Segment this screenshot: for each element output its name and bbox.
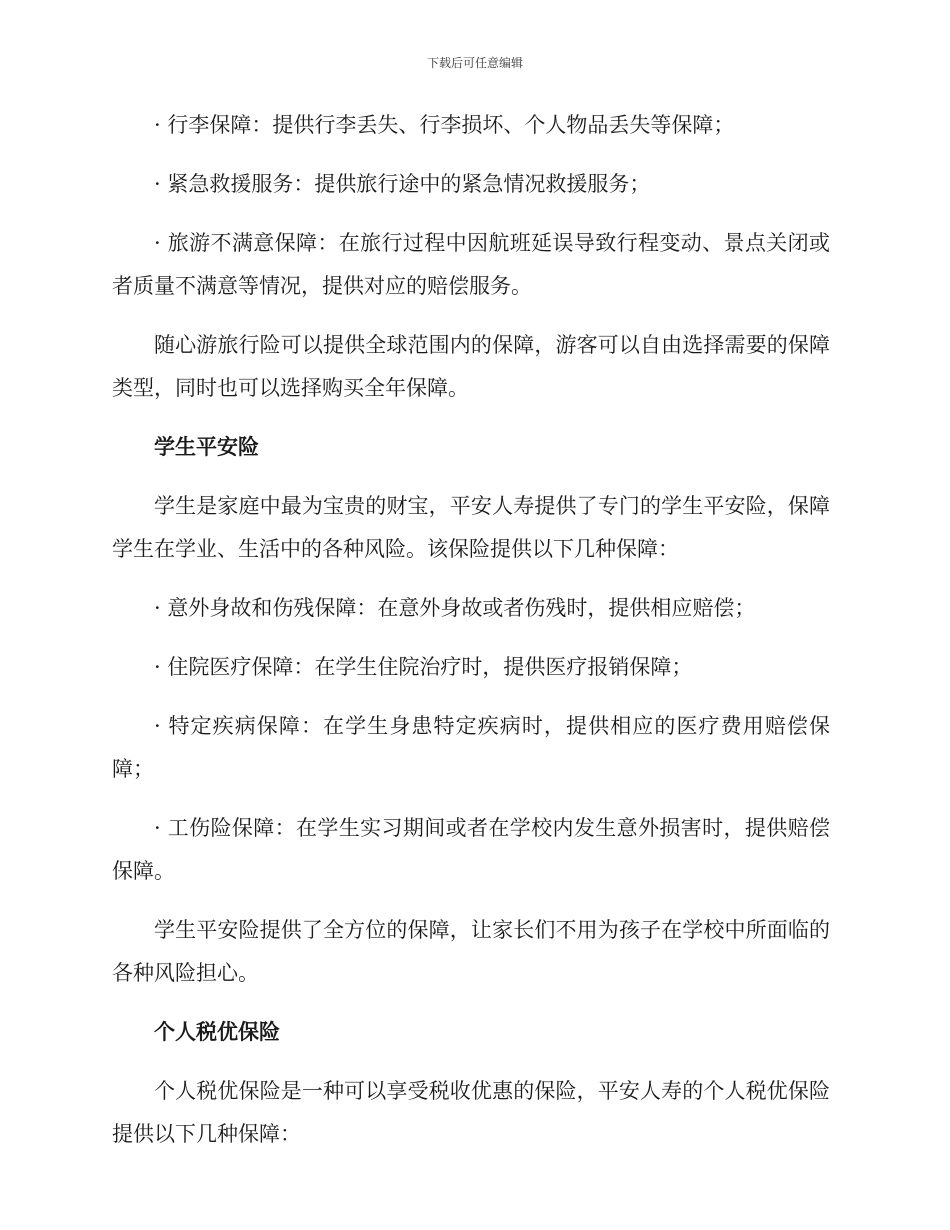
- section-heading-tax-insurance: 个人税优保险: [154, 1020, 280, 1044]
- bullet-work-injury: · 工伤险保障：在学生实习期间或者在学校内发生意外损害时，提供赔偿保障。: [112, 816, 830, 883]
- student-insurance-summary: 学生平安险提供了全方位的保障，让家长们不用为孩子在学校中所面临的各种风险担心。: [112, 918, 830, 985]
- bullet-luggage-protection: · 行李保障：提供行李丢失、行李损坏、个人物品丢失等保障；: [154, 113, 735, 137]
- travel-insurance-summary: 随心游旅行险可以提供全球范围内的保障，游客可以自由选择需要的保障类型，同时也可以选择购买全年保障。: [112, 333, 830, 400]
- bullet-accident-disability: · 意外身故和伤残保障：在意外身故或者伤残时，提供相应赔偿；: [154, 596, 756, 620]
- page-header: 下载后可任意编辑: [426, 56, 523, 70]
- tax-insurance-intro: 个人税优保险是一种可以享受税收优惠的保险，平安人寿的个人税优保险提供以下几种保障：: [112, 1079, 830, 1146]
- student-insurance-intro: 学生是家庭中最为宝贵的财宝，平安人寿提供了专门的学生平安险，保障学生在学业、生活中的各种风险。该保险提供以下几种保障：: [112, 494, 830, 561]
- bullet-travel-dissatisfaction: · 旅游不满意保障：在旅行过程中因航班延误导致行程变动、景点关闭或者质量不满意等情况，提供对应的赔偿服务。: [112, 231, 830, 298]
- bullet-emergency-rescue: · 紧急救援服务：提供旅行途中的紧急情况救援服务；: [154, 172, 651, 196]
- document-body: [112, 104, 830, 1172]
- bullet-hospital-medical: · 住院医疗保障：在学生住院治疗时，提供医疗报销保障；: [154, 655, 693, 679]
- section-heading-student-insurance: 学生平安险: [154, 435, 259, 459]
- bullet-specific-disease: · 特定疾病保障：在学生身患特定疾病时，提供相应的医疗费用赔偿保障；: [112, 714, 830, 781]
